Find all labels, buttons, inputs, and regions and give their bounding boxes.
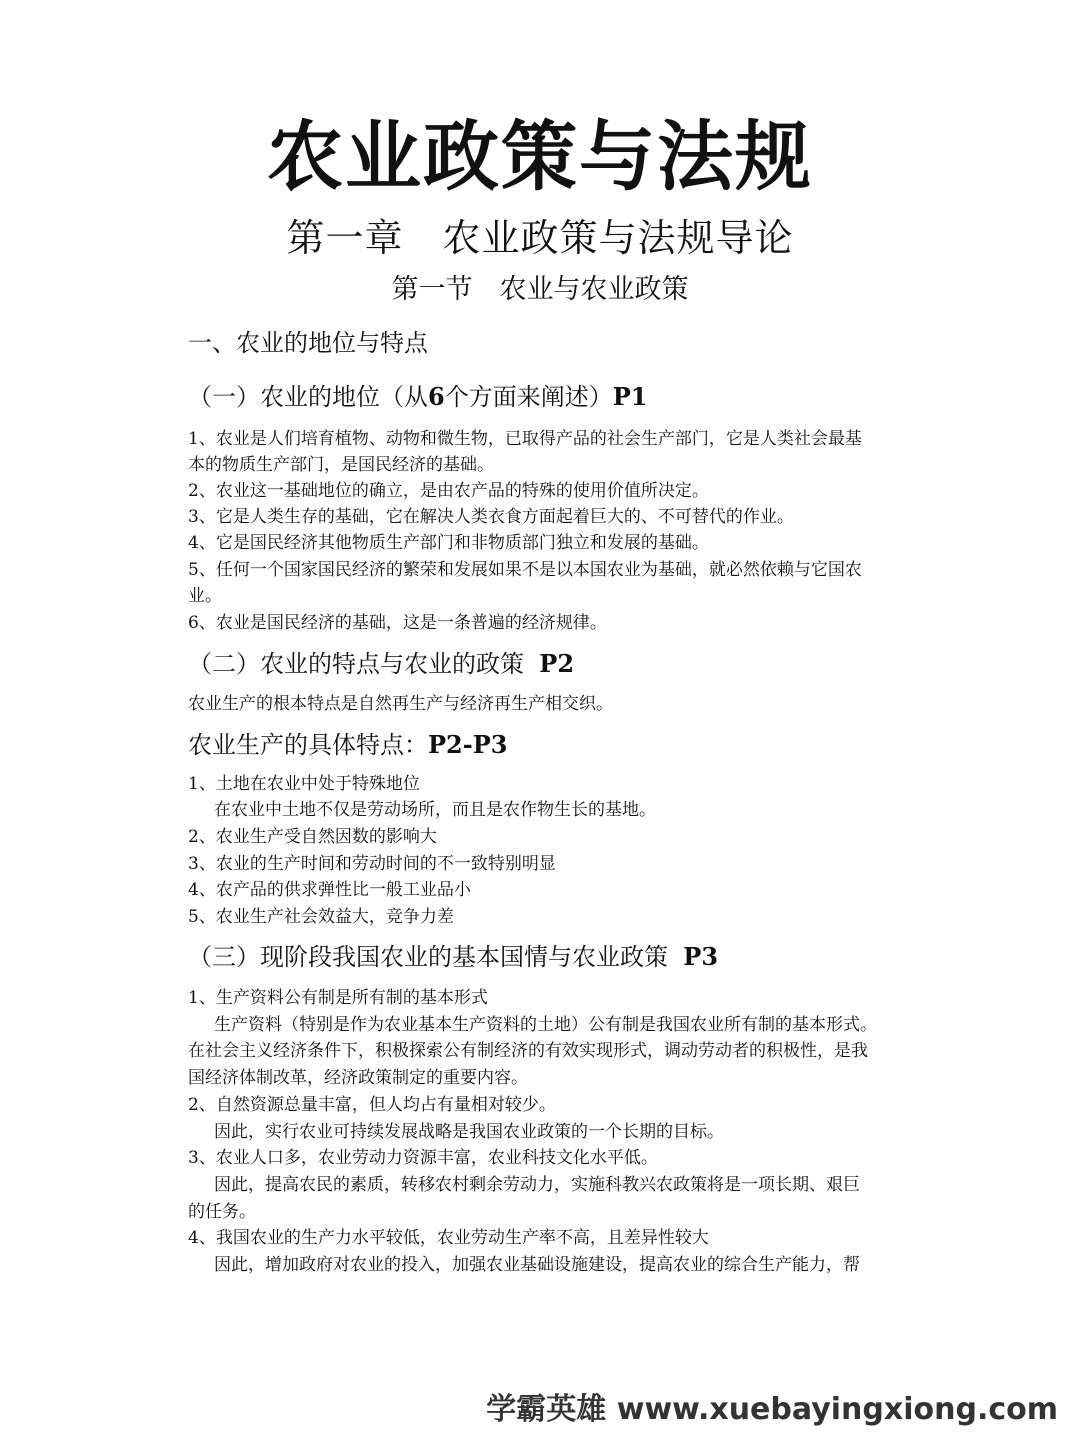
list-item: 3、它是人类生存的基础，它在解决人类衣食方面起着巨大的、不可替代的作业。 bbox=[188, 507, 794, 527]
page-ref: P1 bbox=[612, 382, 648, 411]
list-item: 因此，提高农民的素质，转移农村剩余劳动力，实施科教兴农政策将是一项长期、艰巨 bbox=[214, 1175, 860, 1195]
list-item: 1、生产资料公有制是所有制的基本形式 bbox=[188, 988, 488, 1008]
subheading-text: （一）农业的地位（从 bbox=[188, 383, 428, 411]
chapter-heading: 第一章 农业政策与法规导论 bbox=[286, 216, 794, 260]
subheading-text: 个方面来阐述） bbox=[444, 383, 613, 411]
list-item: 6、农业是国民经济的基础，这是一条普遍的经济规律。 bbox=[188, 613, 607, 633]
document-title: 农业政策与法规 bbox=[267, 112, 813, 201]
list-item: 生产资料（特别是作为农业基本生产资料的土地）公有制是我国农业所有制的基本形式。 bbox=[214, 1015, 877, 1035]
heading-status-and-features: 一、农业的地位与特点 bbox=[188, 329, 428, 357]
list-item: 业。 bbox=[188, 586, 222, 606]
list-item: 因此，增加政府对农业的投入，加强农业基础设施建设，提高农业的综合生产能力，帮 bbox=[214, 1255, 860, 1275]
list-item: 本的物质生产部门，是国民经济的基础。 bbox=[188, 455, 494, 475]
section-heading: 第一节 农业与农业政策 bbox=[391, 274, 689, 305]
list-item: 2、农业生产受自然因数的影响大 bbox=[188, 827, 437, 847]
list-item: 5、任何一个国家国民经济的繁荣和发展如果不是以本国农业为基础，就必然依赖与它国农 bbox=[188, 560, 862, 580]
list-item: 因此，实行农业可持续发展战略是我国农业政策的一个长期的目标。 bbox=[214, 1122, 724, 1142]
list-item: 4、我国农业的生产力水平较低，农业劳动生产率不高，且差异性较大 bbox=[188, 1228, 709, 1248]
subheading-text: （二）农业的特点与农业的政策 bbox=[188, 650, 524, 678]
page-ref: P2-P3 bbox=[428, 730, 508, 759]
list-item: 2、自然资源总量丰富，但人均占有量相对较少。 bbox=[188, 1095, 556, 1115]
list-item: 在社会主义经济条件下，积极探索公有制经济的有效实现形式，调动劳动者的积极性，是我 bbox=[188, 1041, 868, 1061]
list-item: 4、它是国民经济其他物质生产部门和非物质部门独立和发展的基础。 bbox=[188, 533, 709, 553]
subheading-agriculture-status bbox=[188, 380, 647, 414]
site-watermark: 学霸英雄 www.xuebayingxiong.com bbox=[486, 1392, 1058, 1427]
subheading-national-conditions bbox=[188, 940, 718, 974]
subheading-text: （三）现阶段我国农业的基本国情与农业政策 bbox=[188, 943, 668, 971]
list-item: 2、农业这一基础地位的确立，是由农产品的特殊的使用价值所决定。 bbox=[188, 481, 709, 501]
list-item: 在农业中土地不仅是劳动场所，而且是农作物生长的基地。 bbox=[214, 800, 656, 820]
list-item: 1、农业是人们培育植物、动物和微生物，已取得产品的社会生产部门，它是人类社会最基 bbox=[188, 429, 862, 449]
list-item: 3、农业的生产时间和劳动时间的不一致特别明显 bbox=[188, 854, 556, 874]
subheading-agriculture-features bbox=[188, 647, 574, 681]
list-item: 4、农产品的供求弹性比一般工业品小 bbox=[188, 880, 471, 900]
subheading-text: 农业生产的具体特点： bbox=[188, 731, 428, 759]
list-item: 的任务。 bbox=[188, 1202, 256, 1222]
list-item: 5、农业生产社会效益大，竞争力差 bbox=[188, 907, 454, 927]
paragraph: 农业生产的根本特点是自然再生产与经济再生产相交织。 bbox=[188, 694, 613, 714]
list-item: 1、土地在农业中处于特殊地位 bbox=[188, 774, 420, 794]
list-item: 3、农业人口多，农业劳动力资源丰富，农业科技文化水平低。 bbox=[188, 1148, 658, 1168]
page-ref: P3 bbox=[683, 942, 719, 971]
page-ref: P2 bbox=[539, 649, 575, 678]
subheading-number: 6 bbox=[428, 382, 445, 411]
subheading-specific-features bbox=[188, 728, 507, 762]
list-item: 国经济体制改革，经济政策制定的重要内容。 bbox=[188, 1068, 528, 1088]
